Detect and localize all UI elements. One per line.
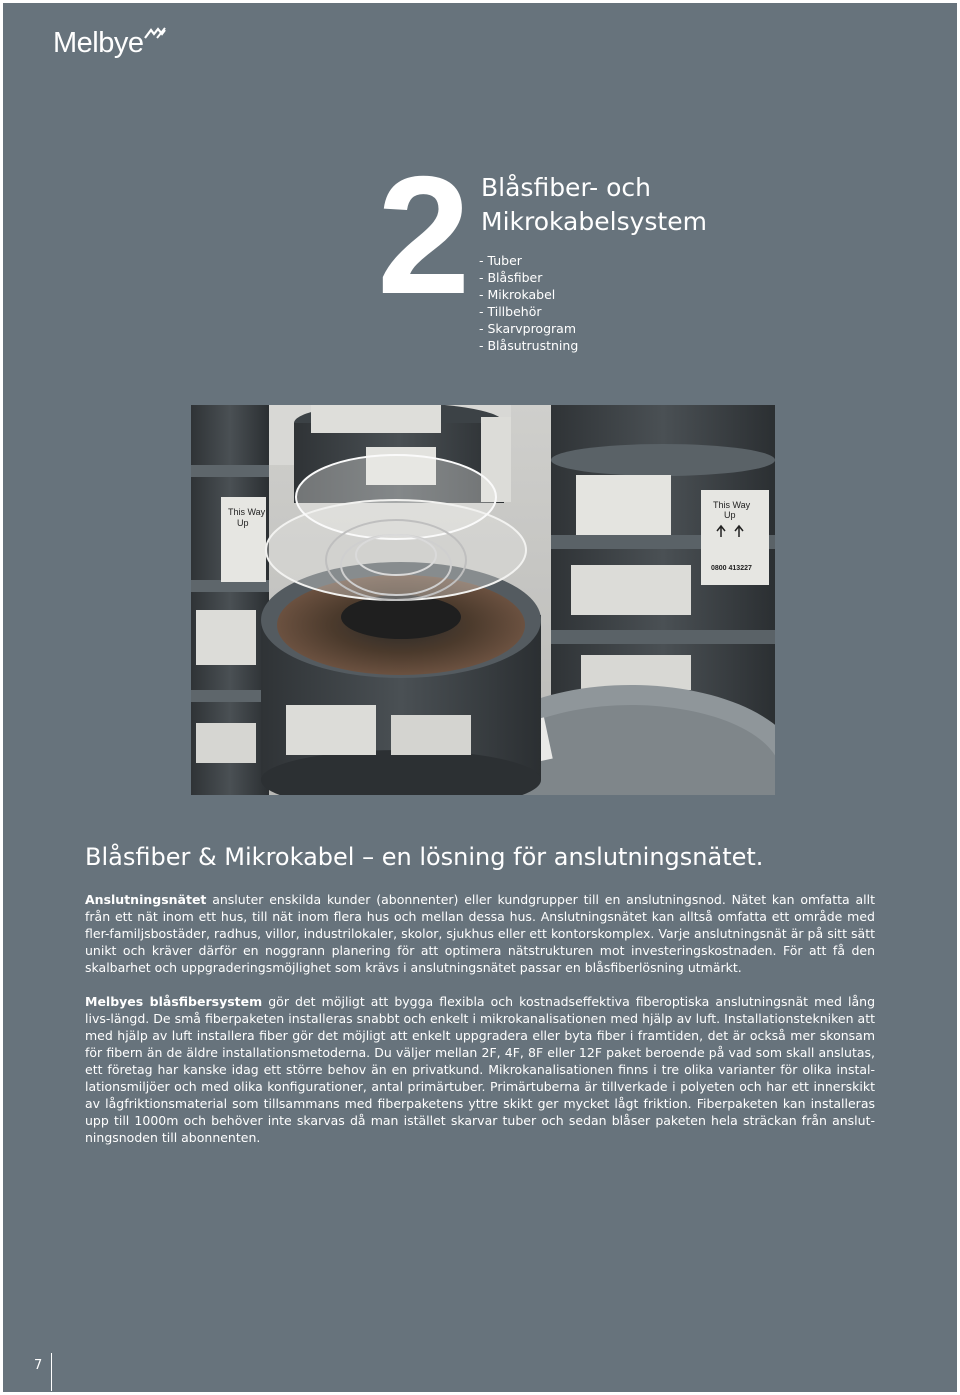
footer-divider — [51, 1353, 52, 1391]
chapter-title — [481, 171, 707, 239]
phone-label: 0800 413227 — [711, 565, 752, 572]
paragraph-body: ansluter enskilda kunder (abonnenter) eller kundgrupper till en anslutningsnod. Nätet kan omfatta allt från ett nät inom ett hus, till nät inom flera hus och mellan dessa hus. Anslutningsnätet kan alltså omfatta ett område med fler-familjsbostäder, radhus, villor, industrilokaler, skolor, sjukhus eller ett kontorskomplex. Varje anslutningsnät är på sitt sätt unikt och kräver därför en noggrann planering för att optimera nätstrukturen mot investeringskostnaden. För att få den skalbarhet och uppgraderingsmöjlighet som krävs i anslutningsnätet passar en blåsfiberlösning utmärkt. — [85, 892, 875, 975]
this-way-up-label-2: Up — [724, 510, 736, 520]
svg-text:Up: Up — [237, 518, 249, 528]
chapter-item: - Mikrokabel — [479, 287, 556, 302]
this-way-up-label: This Way — [713, 500, 751, 510]
chapter-item: - Tuber — [479, 253, 522, 268]
chapter-contents-list — [479, 252, 578, 354]
page-number: 7 — [34, 1358, 43, 1373]
brand-logo-icon — [144, 27, 166, 39]
chapter-title-line1: Blåsfiber- och — [481, 173, 651, 202]
svg-text:This Way: This Way — [228, 507, 266, 517]
chapter-item: - Skarvprogram — [479, 321, 576, 336]
paragraph-blasfibersystem — [85, 993, 875, 1146]
cable-drums-photo — [191, 405, 775, 795]
chapter-item: - Blåsutrustning — [479, 338, 579, 353]
paragraph-anslutningsnatet — [85, 891, 875, 976]
brand-logo: Melbye — [53, 27, 144, 59]
paragraph-body: gör det möjligt att bygga flexibla och kostnadseffektiva fiberoptiska anslutningsnät med lång livs-längd. De små fiberpaketen installeras snabbt och enkelt i mikrokanalisationen med hjälp av luft. Installationstekniken att med hjälp av luft installera fiber gör det möjligt att enkelt uppgradera eller byta fiber i framtiden, det är också mer skonsam för fibern än de äldre installationsmetoderna. Du väljer mellan 2F, 4F, 8F eller 12F paket beroende på vad som skall anslutas, ett företag har kanske idag ett större behov än en privatkund. Mikrokanalisationen finns i tre olika varianter för olika instal-lationsmiljöer och med olika konfigurationer, antal primärtuber. Primärtuberna är tillverkade i polyeten och har ett innerskikt av lågfriktionsmaterial som tillsammans med fiberpaketens yttre skikt ger mycket lågt friktion. Fiberpaketen kan installeras upp till 1000m och behöver inte skarvas då man istället skarvar tuber och sedan blåser paketen hela sträckan från anslut-ningsnoden till abonnenten. — [85, 994, 875, 1145]
paragraph-lead: Anslutningsnätet — [85, 892, 207, 907]
chapter-title-line2: Mikrokabelsystem — [481, 207, 707, 236]
chapter-item: - Tillbehör — [479, 304, 542, 319]
chapter-number: 2 — [377, 141, 463, 329]
page — [3, 3, 957, 1392]
paragraph-lead: Melbyes blåsfibersystem — [85, 994, 263, 1009]
chapter-item: - Blåsfiber — [479, 270, 543, 285]
article-headline: Blåsfiber & Mikrokabel – en lösning för anslutningsnätet. — [85, 843, 764, 871]
